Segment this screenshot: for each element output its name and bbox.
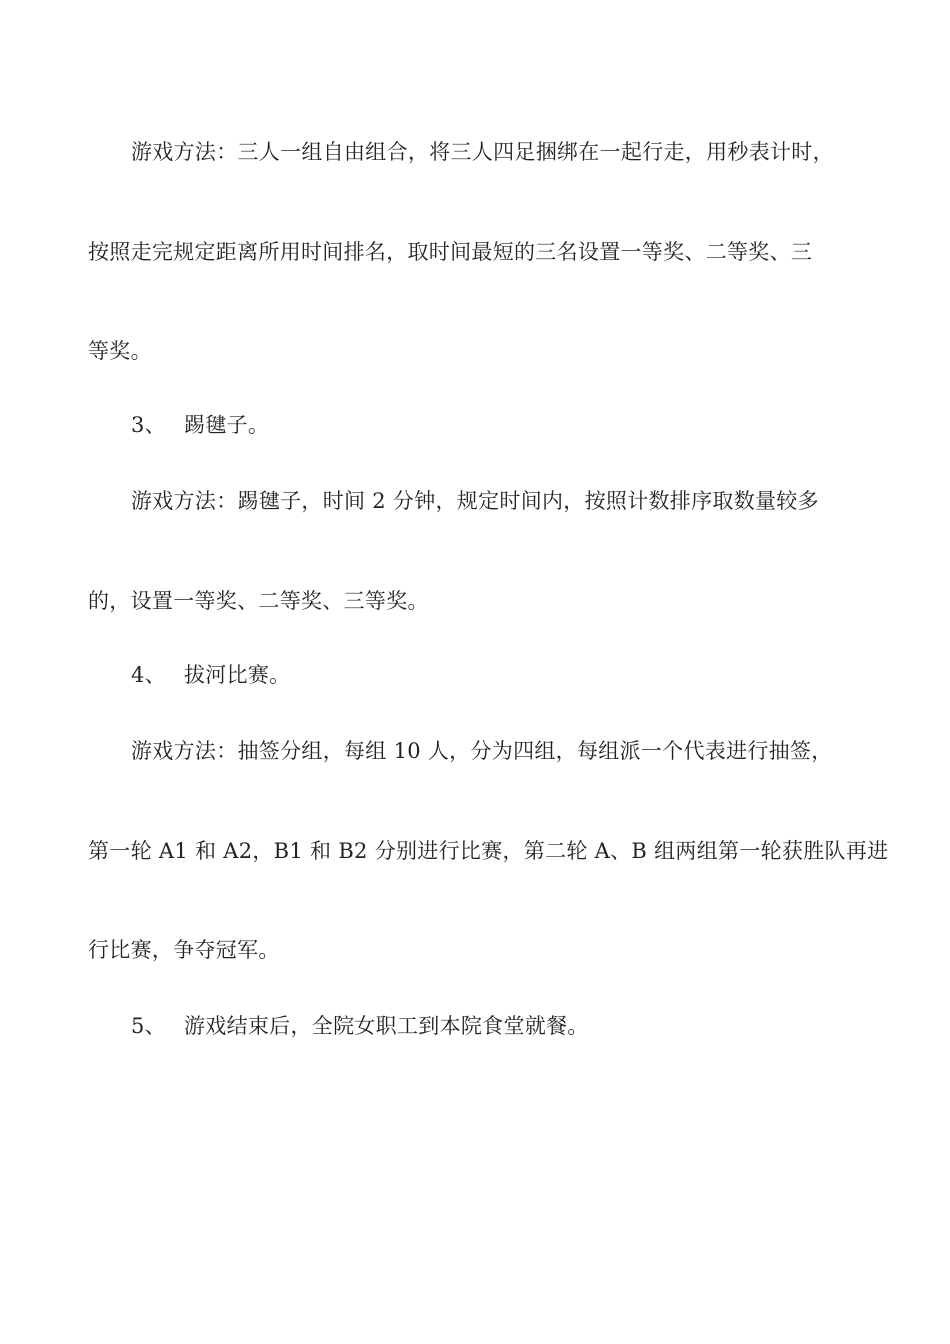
paragraph-line: 行比赛，争夺冠军。 (88, 938, 280, 962)
item-text: 踢毽子。 (183, 413, 270, 437)
list-item (131, 660, 290, 690)
paragraph-line: 第一轮 A1 和 A2，B1 和 B2 分别进行比赛，第二轮 A、B 组两组第一轮获胜队再进 (88, 839, 889, 863)
list-item (131, 410, 269, 440)
paragraph-line: 的，设置一等奖、二等奖、三等奖。 (88, 589, 429, 613)
list-item (131, 1011, 589, 1041)
paragraph-line: 游戏方法：三人一组自由组合，将三人四足捆绑在一起行走，用秒表计时， (131, 140, 834, 164)
paragraph-line: 游戏方法：抽签分组，每组 10 人，分为四组，每组派一个代表进行抽签， (131, 739, 833, 763)
item-text: 游戏结束后，全院女职工到本院食堂就餐。 (183, 1014, 589, 1038)
item-number: 4、 (131, 663, 166, 687)
paragraph-line: 按照走完规定距离所用时间排名，取时间最短的三名设置一等奖、二等奖、三 (88, 240, 813, 264)
item-text: 拔河比赛。 (183, 663, 291, 687)
paragraph-line: 游戏方法：踢毽子，时间 2 分钟，规定时间内，按照计数排序取数量较多 (131, 489, 819, 513)
item-number: 3、 (131, 413, 166, 437)
item-number: 5、 (131, 1014, 166, 1038)
paragraph-line: 等奖。 (88, 339, 152, 363)
